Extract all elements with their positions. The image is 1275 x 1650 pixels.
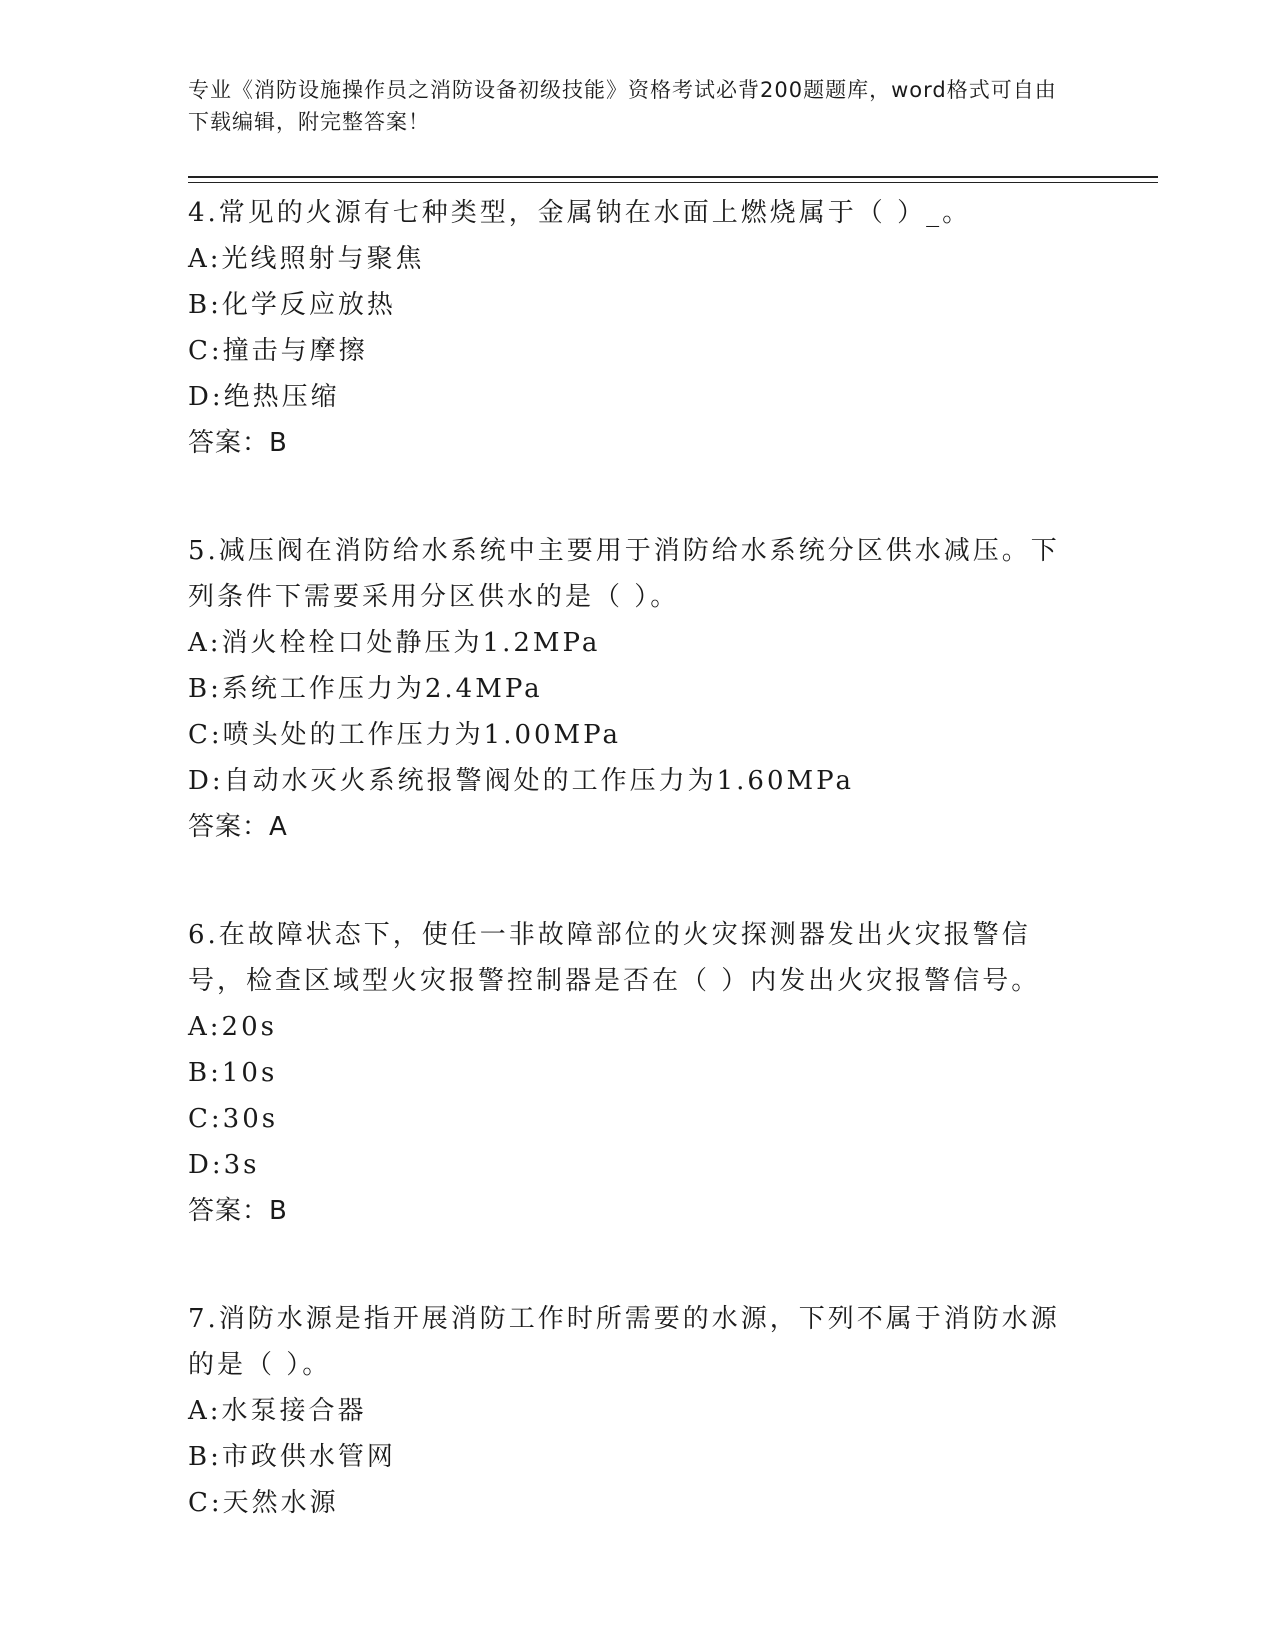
question-stem: 6.在故障状态下，使任一非故障部位的火灾探测器发出火灾报警信号，检查区域型火灾报警控制器是否在（ ）内发出火灾报警信号。 <box>188 920 1041 996</box>
question-4 <box>188 190 1068 466</box>
option-c: C:喷头处的工作压力为1.00MPa <box>188 720 621 750</box>
question-stem: 4.常见的火源有七种类型，金属钠在水面上燃烧属于（ ）_。 <box>188 198 972 228</box>
question-stem: 7.消防水源是指开展消防工作时所需要的水源，下列不属于消防水源的是（ ）。 <box>188 1304 1060 1380</box>
option-d: D:自动水灭火系统报警阀处的工作压力为1.60MPa <box>188 766 854 796</box>
option-a: A:消火栓栓口处静压为1.2MPa <box>188 628 601 658</box>
option-a: A:水泵接合器 <box>188 1396 367 1426</box>
option-a: A:光线照射与聚焦 <box>188 244 425 274</box>
question-6 <box>188 912 1068 1234</box>
question-5 <box>188 528 1068 850</box>
question-stem: 5.减压阀在消防给水系统中主要用于消防给水系统分区供水减压。下列条件下需要采用分区供水的是（ ）。 <box>188 536 1060 612</box>
question-list <box>188 190 1068 1588</box>
question-7 <box>188 1296 1068 1526</box>
page-header: 专业《消防设施操作员之消防设备初级技能》资格考试必背200题题库，word格式可自由下载编辑，附完整答案！ <box>188 78 1057 134</box>
option-b: B:市政供水管网 <box>188 1442 396 1472</box>
answer: 答案：B <box>188 428 288 458</box>
answer: 答案：A <box>188 812 288 842</box>
option-d: D:3s <box>188 1150 260 1180</box>
option-d: D:绝热压缩 <box>188 382 340 412</box>
option-c: C:天然水源 <box>188 1488 339 1518</box>
option-b: B:系统工作压力为2.4MPa <box>188 674 543 704</box>
option-c: C:撞击与摩擦 <box>188 336 368 366</box>
header-rule-thin <box>188 182 1158 183</box>
option-b: B:化学反应放热 <box>188 290 396 320</box>
option-b: B:10s <box>188 1058 278 1088</box>
option-a: A:20s <box>188 1012 277 1042</box>
header-rule-thick <box>188 176 1158 178</box>
answer: 答案：B <box>188 1196 288 1226</box>
option-c: C:30s <box>188 1104 279 1134</box>
